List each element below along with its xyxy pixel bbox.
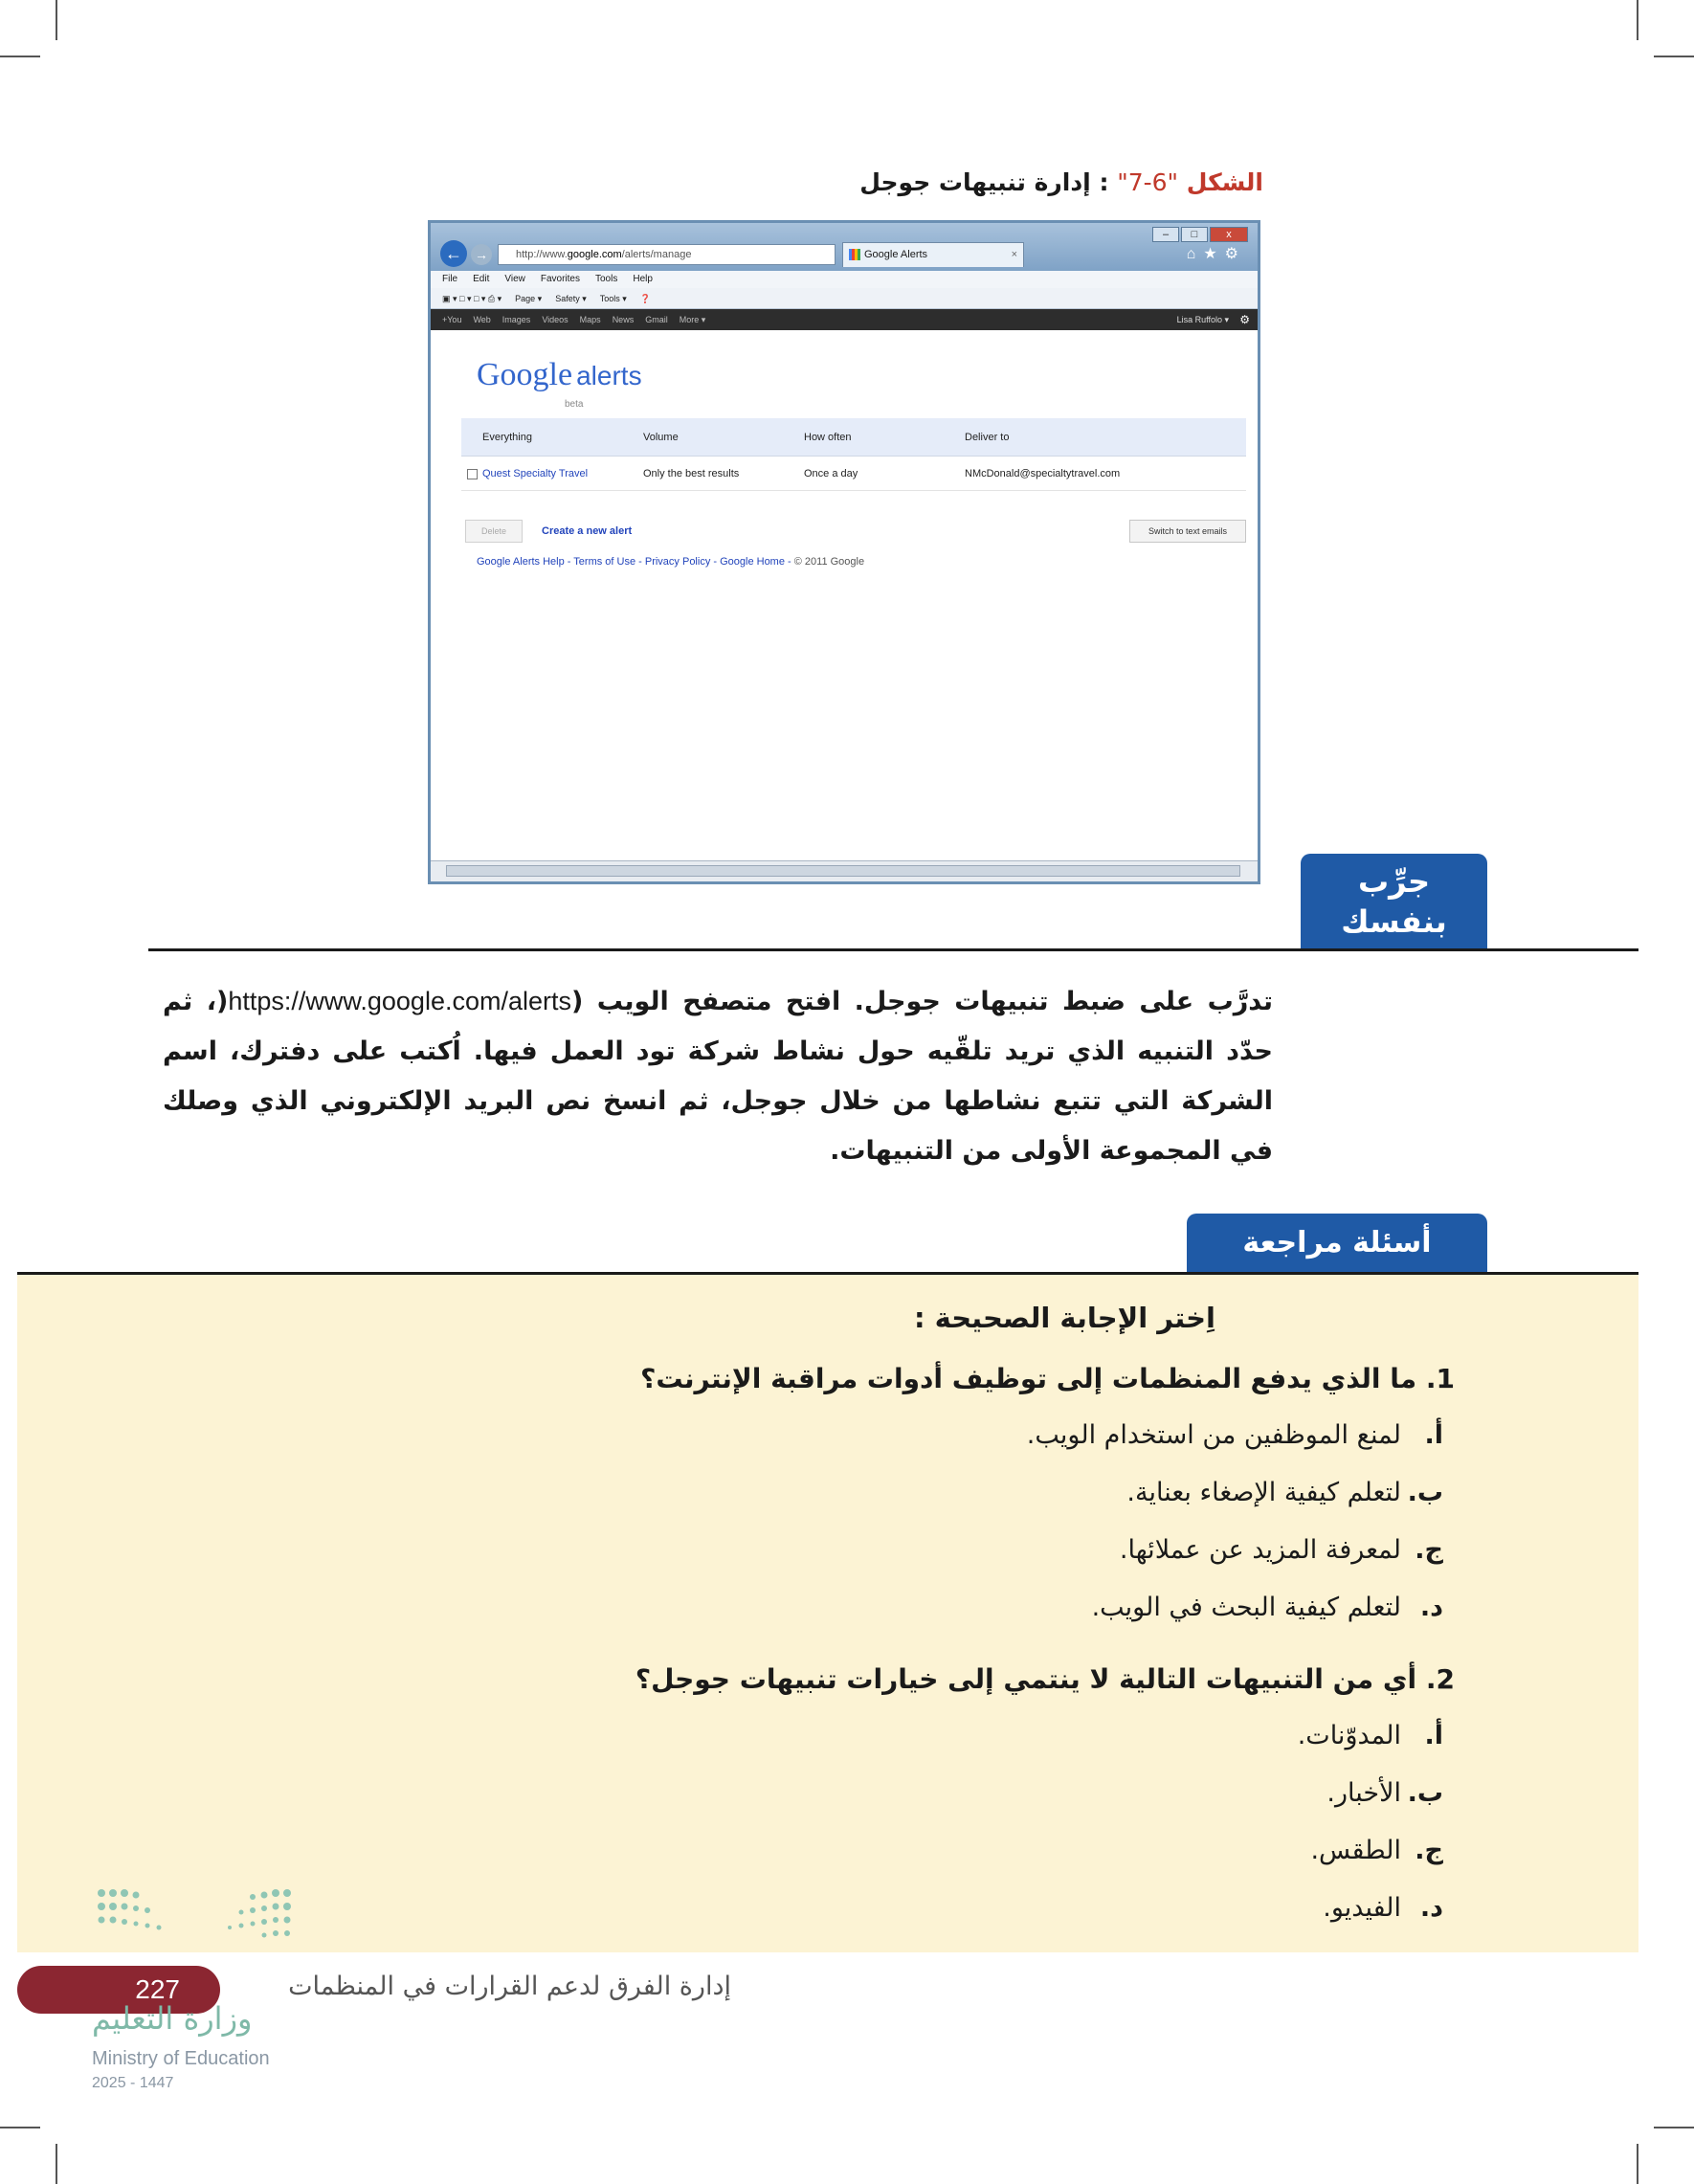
address-prefix: http://www. [516, 249, 568, 260]
menu-tools[interactable]: Tools [594, 274, 618, 284]
question-1-option [1120, 1535, 1443, 1565]
gbar-user[interactable]: Lisa Ruffolo ▾ [1176, 315, 1229, 324]
option-letter: ج. [1415, 1535, 1443, 1565]
minimize-button[interactable]: – [1152, 227, 1179, 242]
gbar-gmail[interactable]: Gmail [645, 315, 668, 324]
star-icon[interactable]: ★ [1203, 246, 1225, 262]
option-letter: أ. [1424, 1721, 1443, 1750]
option-text: الطقس. [1310, 1836, 1401, 1865]
option-text: الفيديو. [1323, 1893, 1401, 1923]
try-text-part1: تدرَّب على ضبط تنبيهات جوجل. افتح متصفح الويب ( [571, 987, 1273, 1016]
horizontal-scrollbar[interactable] [431, 860, 1258, 881]
tab-title: Google Alerts [864, 249, 928, 260]
address-path: /alerts/manage [621, 249, 692, 260]
option-letter: ب. [1407, 1778, 1443, 1808]
question-2-option [1326, 1778, 1443, 1808]
try-tab-line2: بنفسك [1341, 903, 1447, 940]
google-bar [431, 309, 1258, 330]
ministry-logo-dots [96, 1883, 299, 1970]
cmd-page[interactable]: Page ▾ [515, 294, 543, 303]
menu-view[interactable]: View [504, 274, 525, 284]
review-intro: اِختر الإجابة الصحيحة : [913, 1302, 1215, 1334]
alerts-footer [477, 556, 864, 568]
option-letter: ب. [1407, 1478, 1443, 1507]
option-letter: ج. [1415, 1836, 1443, 1865]
figure-title: : إدارة تنبيهات جوجل [859, 168, 1109, 196]
option-text: لمعرفة المزيد عن عملائها. [1119, 1535, 1401, 1565]
question-2-option [1298, 1721, 1443, 1750]
try-tab-line1: جرِّب [1357, 863, 1431, 900]
question-2-option [1323, 1893, 1443, 1923]
crop-mark [0, 2127, 40, 2128]
browser-titlebar [431, 223, 1258, 271]
alert-volume: Only the best results [643, 468, 740, 479]
ministry-name-en: Ministry of Education [92, 2048, 270, 2069]
question-1-option [1027, 1420, 1443, 1450]
alert-checkbox[interactable] [467, 469, 478, 479]
delete-button[interactable]: Delete [465, 520, 523, 543]
question-2: 2. أي من التنبيهات التالية لا ينتمي إلى خيارات تنبيهات جوجل؟ [635, 1663, 1455, 1695]
logo-google: Google [477, 357, 573, 392]
close-window-button[interactable]: x [1210, 227, 1248, 242]
ministry-name-ar: وزارة التعليم [92, 2000, 253, 2037]
help-icon[interactable]: ❓ [639, 294, 651, 303]
crop-mark [56, 0, 57, 40]
try-text-part2: (، ثم حدّد التنبيه الذي تريد تلقّيه حول نشاط شركة تود العمل فيها. اُكتب على دفترك، اسم الشركة التي تتبع نشاطها من خلال جوجل، ثم انسخ نص البريد الإلكتروني الذي وصلك في المجموعة الأولى من التنبيهات. [163, 987, 1273, 1166]
cmd-safety[interactable]: Safety ▾ [555, 294, 587, 303]
ministry-year: 2025 - 1447 [92, 2075, 174, 2091]
crop-mark [1654, 56, 1694, 57]
header-how-often: How often [804, 432, 852, 443]
option-letter: د. [1419, 1893, 1443, 1923]
option-text: لمنع الموظفين من استخدام الويب. [1026, 1420, 1401, 1450]
try-yourself-tab [1301, 854, 1487, 951]
address-host: google.com [567, 249, 622, 260]
home-icon[interactable]: ⌂ [1186, 246, 1204, 262]
gbar-you[interactable]: +You [442, 315, 462, 324]
try-yourself-text [163, 976, 1273, 1176]
gbar-news[interactable]: News [612, 315, 635, 324]
forward-arrow-icon[interactable]: → [471, 244, 492, 265]
footer-links[interactable]: Google Alerts Help - Terms of Use - Privacy Policy - Google Home - [477, 556, 791, 568]
crop-mark [56, 2144, 57, 2184]
gbar-maps[interactable]: Maps [579, 315, 601, 324]
browser-screenshot [428, 220, 1260, 884]
question-1-option [1092, 1593, 1443, 1622]
divider [148, 948, 1638, 951]
menu-file[interactable]: File [442, 274, 458, 284]
scrollbar-thumb[interactable] [446, 865, 1240, 877]
option-text: لتعلم كيفية البحث في الويب. [1091, 1593, 1401, 1622]
cmd-tools[interactable]: Tools ▾ [599, 294, 627, 303]
browser-right-icons [1187, 244, 1246, 263]
header-volume: Volume [643, 432, 679, 443]
try-url: https://www.google.com/alerts [228, 987, 571, 1015]
crop-mark [0, 56, 40, 57]
back-arrow-icon[interactable]: ← [440, 240, 467, 267]
menu-help[interactable]: Help [633, 274, 653, 284]
footer-copyright: © 2011 Google [793, 556, 865, 568]
table-header-row [461, 418, 1246, 457]
switch-text-emails-button[interactable]: Switch to text emails [1129, 520, 1246, 543]
menu-edit[interactable]: Edit [473, 274, 490, 284]
command-bar [431, 288, 1258, 309]
window-controls [1152, 227, 1248, 242]
alert-name-link[interactable]: Quest Specialty Travel [482, 468, 589, 479]
google-favicon-icon [849, 249, 860, 260]
google-alerts-logo [477, 357, 642, 393]
alerts-table [461, 418, 1246, 491]
review-tab: أسئلة مراجعة [1187, 1214, 1487, 1273]
alerts-page [431, 330, 1258, 860]
figure-number: "6-7" [1117, 168, 1179, 196]
figure-label: الشكل [1186, 168, 1263, 196]
address-bar[interactable] [498, 244, 836, 265]
gbar-more[interactable]: More ▾ [679, 315, 706, 324]
question-2-option [1310, 1836, 1443, 1865]
logo-alerts: alerts [576, 361, 642, 390]
gbar-web[interactable]: Web [473, 315, 491, 324]
logo-beta: beta [565, 399, 584, 410]
option-letter: د. [1419, 1593, 1443, 1622]
crop-mark [1637, 0, 1638, 40]
header-everything: Everything [482, 432, 532, 443]
question-1-option [1126, 1478, 1443, 1507]
option-text: المدوّنات. [1297, 1721, 1401, 1750]
table-row [461, 457, 1246, 491]
menu-favorites[interactable]: Favorites [540, 274, 580, 284]
book-title: إدارة الفرق لدعم القرارات في المنظمات [288, 1972, 731, 2001]
browser-tab[interactable] [842, 242, 1024, 267]
toolbar-icons[interactable]: ▣ ▾ □ ▾ □ ▾ ⎙ ▾ [442, 294, 502, 303]
gbar-videos[interactable]: Videos [542, 315, 568, 324]
crop-mark [1654, 2127, 1694, 2128]
question-1: 1. ما الذي يدفع المنظمات إلى توظيف أدوات مراقبة الإنترنت؟ [640, 1363, 1455, 1394]
option-text: لتعلم كيفية الإصغاء بعناية. [1126, 1478, 1401, 1507]
gbar-images[interactable]: Images [502, 315, 531, 324]
option-letter: أ. [1424, 1420, 1443, 1450]
page-number-badge: 227 [17, 1966, 220, 2014]
create-alert-link[interactable]: Create a new alert [542, 525, 633, 537]
option-text: الأخبار. [1326, 1778, 1401, 1808]
tab-close-icon[interactable]: × [1011, 249, 1017, 260]
header-deliver-to: Deliver to [965, 432, 1010, 443]
maximize-button[interactable]: □ [1181, 227, 1208, 242]
gear-icon[interactable]: ⚙ [1224, 246, 1246, 262]
alerts-actions [461, 518, 1246, 545]
crop-mark [1637, 2144, 1638, 2184]
alert-deliver-to: NMcDonald@specialtytravel.com [965, 468, 1121, 479]
figure-caption [859, 168, 1263, 196]
gear-icon[interactable]: ⚙ [1239, 313, 1250, 326]
menu-bar [431, 271, 1258, 288]
alert-frequency: Once a day [804, 468, 858, 479]
